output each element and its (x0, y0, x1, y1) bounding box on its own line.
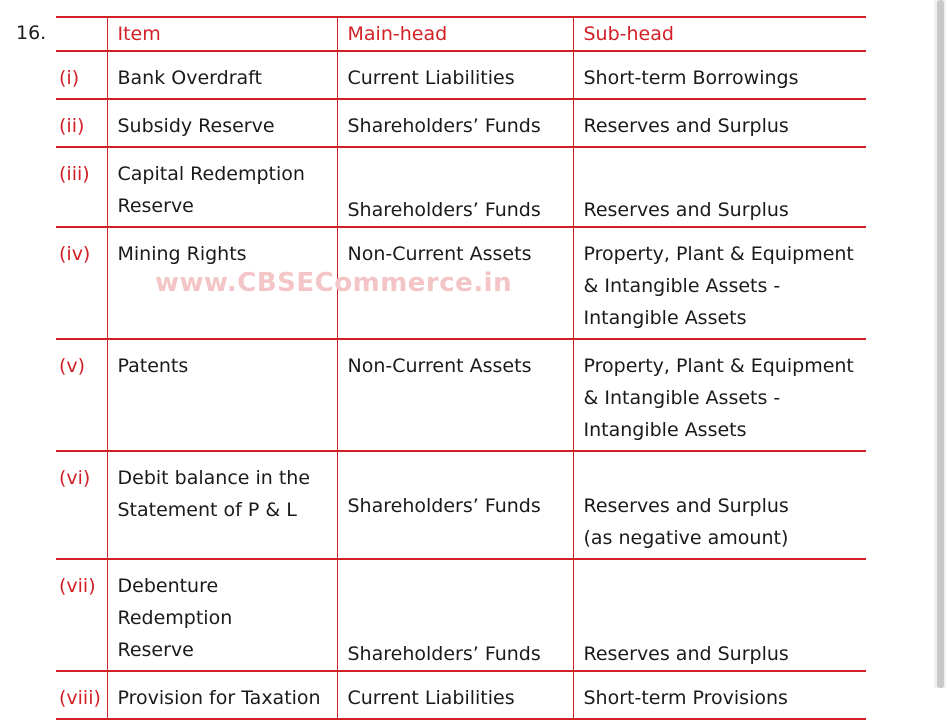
table-row (56, 147, 866, 227)
header-item: Item (107, 17, 337, 51)
table-row (56, 671, 866, 719)
table-row (56, 559, 866, 671)
row-number: (i) (56, 51, 107, 99)
classification-table (56, 16, 866, 720)
row-number: (v) (56, 339, 107, 451)
row-item: Bank Overdraft (107, 51, 337, 99)
row-main-head: Shareholders’ Funds (337, 147, 573, 227)
row-number: (vii) (56, 559, 107, 671)
row-item: Subsidy Reserve (107, 99, 337, 147)
row-sub-head: Reserves and Surplus (573, 559, 866, 671)
watermark-text: www.CBSECommerce.in (155, 268, 513, 298)
header-number (56, 17, 107, 51)
row-item: Capital Redemption Reserve (107, 147, 337, 227)
row-sub-head: Reserves and Surplus (573, 99, 866, 147)
header-main-head: Main-head (337, 17, 573, 51)
row-main-head: Current Liabilities (337, 51, 573, 99)
table-row (56, 99, 866, 147)
table-row (56, 451, 866, 559)
question-number: 16. (16, 22, 47, 44)
table-row (56, 51, 866, 99)
row-sub-head: Short-term Borrowings (573, 51, 866, 99)
row-item: Debit balance in the Statement of P & L (107, 451, 337, 559)
row-main-head: Shareholders’ Funds (337, 559, 573, 671)
header-sub-head: Sub-head (573, 17, 866, 51)
row-main-head: Non-Current Assets (337, 227, 573, 339)
row-main-head: Current Liabilities (337, 671, 573, 719)
row-sub-head: Reserves and Surplus (as negative amount) (573, 451, 866, 559)
scrollbar-thumb[interactable] (937, 0, 944, 688)
row-number: (ii) (56, 99, 107, 147)
table-row (56, 339, 866, 451)
row-number: (vi) (56, 451, 107, 559)
row-number: (iii) (56, 147, 107, 227)
row-item: Patents (107, 339, 337, 451)
row-main-head: Non-Current Assets (337, 339, 573, 451)
row-number: (viii) (56, 671, 107, 719)
row-sub-head: Property, Plant & Equipment & Intangible Assets - Intangible Assets (573, 339, 866, 451)
row-item: Mining Rights (107, 227, 337, 339)
row-main-head: Shareholders’ Funds (337, 99, 573, 147)
row-number: (iv) (56, 227, 107, 339)
row-item: Debenture Redemption Reserve (107, 559, 337, 671)
table-header-row (56, 17, 866, 51)
row-sub-head: Property, Plant & Equipment & Intangible Assets - Intangible Assets (573, 227, 866, 339)
row-main-head: Shareholders’ Funds (337, 451, 573, 559)
row-sub-head: Short-term Provisions (573, 671, 866, 719)
row-sub-head: Reserves and Surplus (573, 147, 866, 227)
row-item: Provision for Taxation (107, 671, 337, 719)
